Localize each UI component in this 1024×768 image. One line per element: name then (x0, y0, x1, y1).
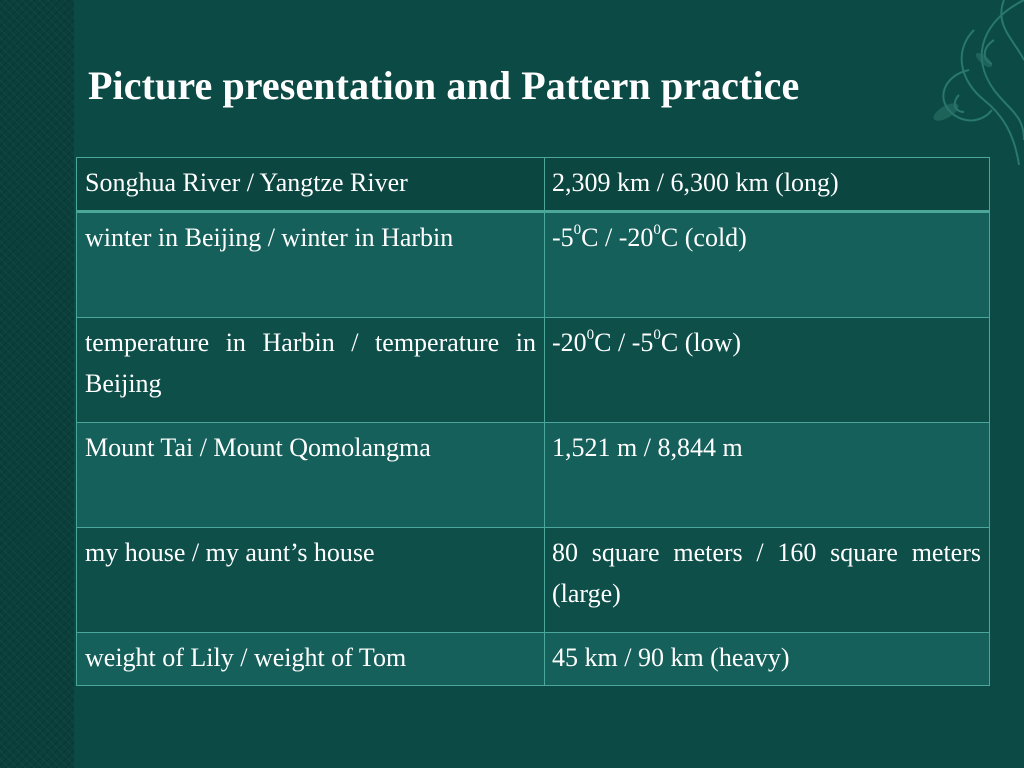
decorative-side-strip (0, 0, 74, 768)
table-cell-value: 1,521 m / 8,844 m (545, 423, 990, 528)
table-cell-value: $-20^0C / -5^0C$ (low) (545, 318, 990, 423)
table-cell-subject: Songhua River / Yangtze River (77, 158, 545, 212)
table-cell-value: 80 square meters / 160 square meters (large) (545, 528, 990, 633)
table-row (77, 212, 990, 318)
table-cell-value: $-5^0C / -20^0C$ (cold) (545, 212, 990, 318)
table-cell-subject: weight of Lily / weight of Tom (77, 633, 545, 686)
table-cell-subject: my house / my aunt’s house (77, 528, 545, 633)
floral-ornament-icon (874, 0, 1024, 170)
table-row (77, 318, 990, 423)
slide-title: Picture presentation and Pattern practice (88, 63, 800, 108)
table-cell-value: 2,309 km / 6,300 km (long) (545, 158, 990, 212)
table-cell-value: 45 km / 90 km (heavy) (545, 633, 990, 686)
table-row (77, 423, 990, 528)
table-row (77, 633, 990, 686)
table-row (77, 158, 990, 212)
table-row (77, 528, 990, 633)
table-cell-subject: temperature in Harbin / temperature in Beijing (77, 318, 545, 423)
table-cell-subject: winter in Beijing / winter in Harbin (77, 212, 545, 318)
table-cell-subject: Mount Tai / Mount Qomolangma (77, 423, 545, 528)
comparison-table (76, 157, 990, 686)
